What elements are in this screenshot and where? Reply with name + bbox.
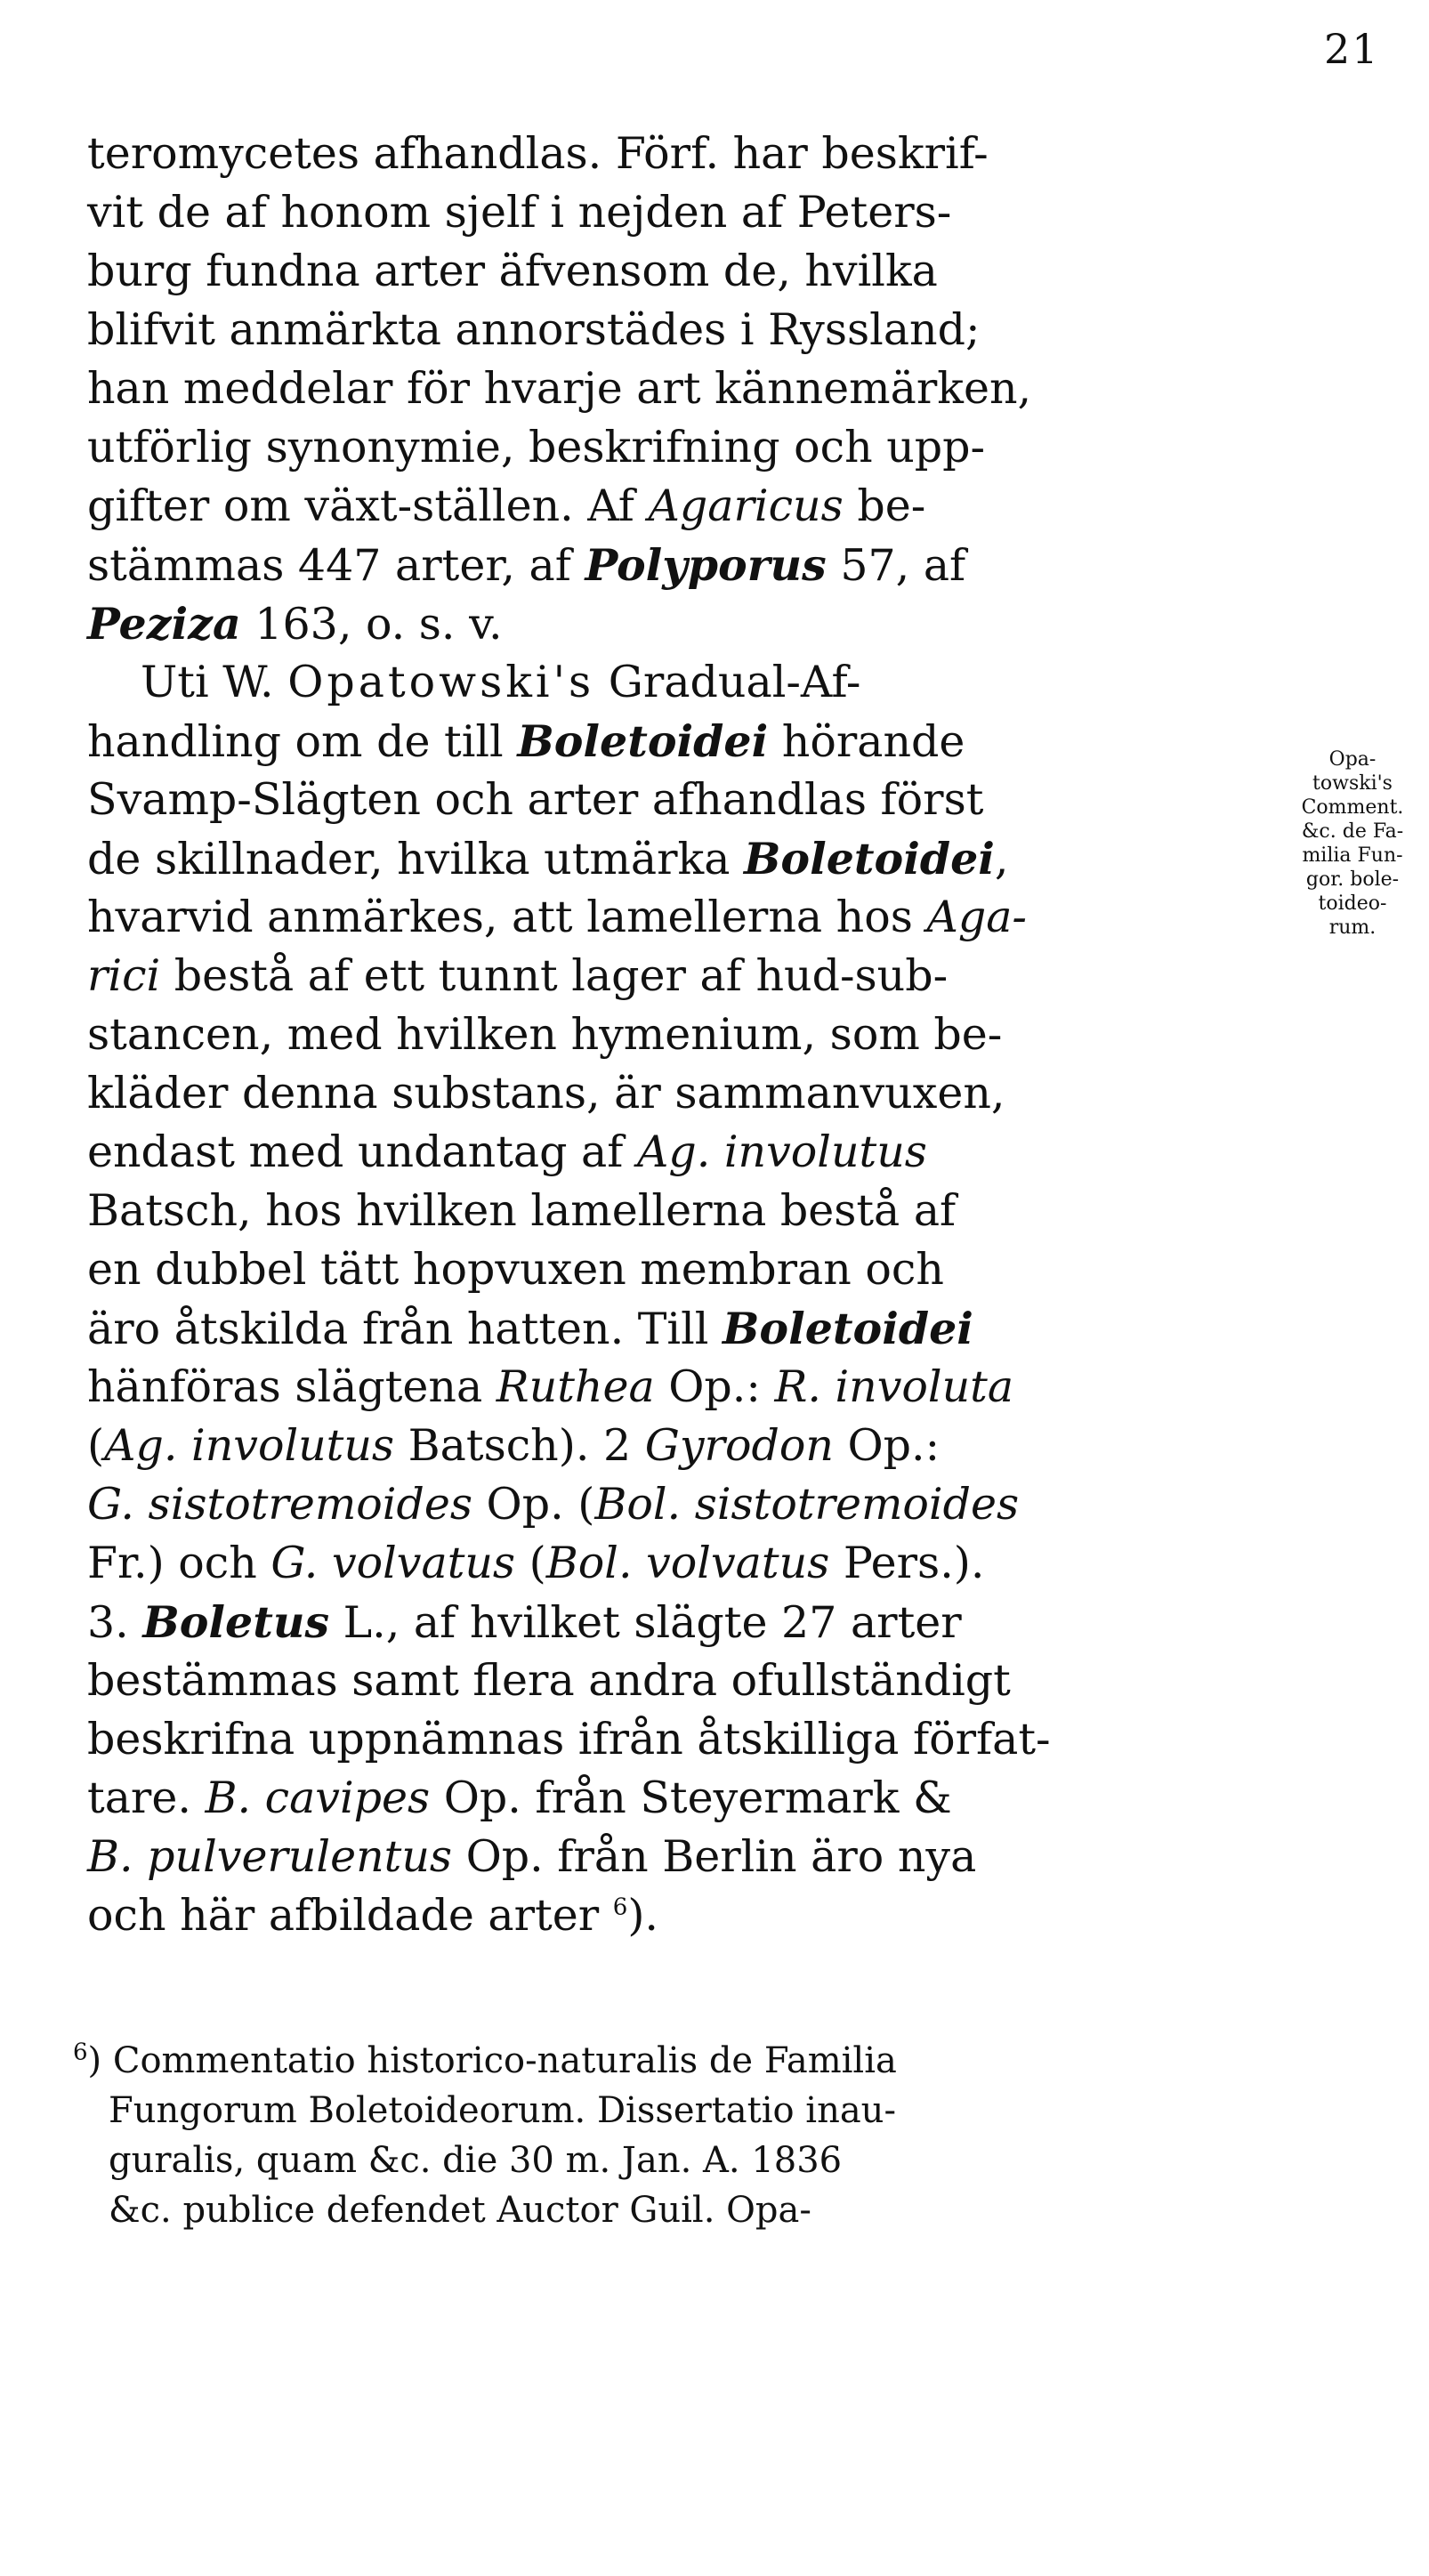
text-span: Op.: bbox=[654, 1361, 775, 1412]
text-span: en dubbel tätt hopvuxen membran och bbox=[87, 1244, 944, 1295]
text-span: Uti W. bbox=[141, 657, 288, 707]
text-span: Op. ( bbox=[472, 1479, 595, 1530]
text-span: Polyporus bbox=[585, 539, 827, 591]
text-line bbox=[87, 947, 1173, 1005]
text-span: &c. publice defendet Auctor Guil. Opa- bbox=[109, 2190, 811, 2231]
text-span: guralis, quam &c. die 30 m. Jan. A. 1836 bbox=[109, 2140, 843, 2181]
text-line bbox=[87, 242, 1173, 301]
text-span: rici bbox=[87, 950, 161, 1001]
text-span: Boletus bbox=[142, 1596, 330, 1648]
text-span: Bol. sistotremoides bbox=[594, 1479, 1020, 1530]
text-span: Peziza bbox=[87, 598, 241, 650]
text-span: vit de af honom sjelf i nejden af Peters- bbox=[87, 187, 952, 238]
text-span: ) Commentatio historico-naturalis de Familia bbox=[87, 2040, 897, 2081]
text-span: R. involuta bbox=[774, 1361, 1014, 1412]
margin-note bbox=[1286, 747, 1419, 940]
footnote bbox=[73, 2036, 1319, 2235]
text-span: Batsch, hos hvilken lamellerna bestå af bbox=[87, 1185, 957, 1236]
text-span: ( bbox=[87, 1420, 105, 1471]
text-line bbox=[87, 1534, 1173, 1593]
text-line bbox=[87, 1475, 1173, 1534]
margin-note-line: milia Fun- bbox=[1302, 844, 1403, 867]
text-line bbox=[87, 1123, 1173, 1182]
text-line bbox=[87, 1593, 1173, 1651]
text-span: gifter om växt-ställen. Af bbox=[87, 480, 649, 531]
text-line bbox=[87, 1769, 1173, 1828]
margin-note-line: rum. bbox=[1328, 917, 1377, 939]
text-span: teromycetes afhandlas. Förf. har beskrif- bbox=[87, 128, 989, 179]
text-span: Gradual-Af- bbox=[594, 657, 861, 707]
text-span: Svamp-Slägten och arter afhandlas först bbox=[87, 774, 984, 825]
text-span: Op.: bbox=[833, 1420, 941, 1471]
text-span: G. sistotremoides bbox=[87, 1479, 472, 1530]
text-span: ). bbox=[627, 1890, 659, 1941]
margin-note-line: gor. bole- bbox=[1305, 868, 1400, 891]
text-span: Ruthea bbox=[496, 1361, 655, 1412]
text-span: de skillnader, hvilka utmärka bbox=[87, 834, 745, 884]
footnote-line bbox=[73, 2036, 1319, 2086]
text-span: Ag. involutus bbox=[636, 1126, 927, 1177]
text-span: Op. från Steyermark & bbox=[430, 1773, 952, 1823]
text-line bbox=[87, 1651, 1173, 1710]
text-line bbox=[87, 536, 1173, 594]
text-line bbox=[87, 477, 1173, 536]
text-span: B. cavipes bbox=[205, 1773, 431, 1823]
text-line bbox=[87, 125, 1173, 183]
text-span: 3. bbox=[87, 1597, 143, 1648]
text-span: L., af hvilket slägte 27 arter bbox=[329, 1597, 962, 1648]
margin-note-line: towski's bbox=[1312, 772, 1393, 795]
text-span: bestämmas samt flera andra ofullständigt bbox=[87, 1655, 1011, 1706]
text-span: handling om de till bbox=[87, 716, 518, 767]
text-span: Bol. volvatus bbox=[545, 1538, 830, 1588]
text-span: G. volvatus bbox=[270, 1538, 516, 1588]
text-span: Boletoidei bbox=[744, 833, 995, 884]
text-span: stancen, med hvilken hymenium, som be- bbox=[87, 1009, 1003, 1060]
text-line bbox=[87, 359, 1173, 418]
text-line bbox=[87, 1886, 1173, 1945]
text-span: hänföras slägtena bbox=[87, 1361, 497, 1412]
text-span: 57, af bbox=[826, 540, 966, 591]
text-span: Boletoidei bbox=[517, 715, 769, 767]
text-line bbox=[87, 1299, 1173, 1358]
text-span: be- bbox=[843, 480, 926, 531]
margin-note-line: Comment. bbox=[1301, 796, 1404, 819]
text-line bbox=[87, 771, 1173, 829]
text-span: Fr.) och bbox=[87, 1538, 271, 1588]
footnote-line bbox=[73, 2185, 1319, 2235]
text-line bbox=[87, 1358, 1173, 1417]
text-span: 163, o. s. v. bbox=[240, 599, 503, 650]
page-number: 21 bbox=[1324, 25, 1380, 73]
text-span: Ag. involutus bbox=[104, 1420, 395, 1471]
margin-note-line: Opa- bbox=[1328, 748, 1377, 771]
text-span: burg fundna arter äfvensom de, hvilka bbox=[87, 246, 938, 296]
text-span: hörande bbox=[768, 716, 965, 767]
text-line bbox=[87, 594, 1173, 653]
text-span: Agaricus bbox=[648, 480, 844, 531]
text-span: utförlig synonymie, beskrifning och upp- bbox=[87, 422, 986, 472]
text-line bbox=[87, 183, 1173, 242]
text-span: Aga- bbox=[926, 892, 1027, 942]
text-line bbox=[87, 1710, 1173, 1769]
text-line bbox=[87, 1182, 1173, 1240]
text-line bbox=[87, 653, 1173, 712]
text-span: , bbox=[994, 834, 1009, 884]
footnote-line bbox=[73, 2136, 1319, 2185]
text-span: blifvit anmärkta annorstädes i Ryssland; bbox=[87, 304, 981, 355]
text-span: bestå af ett tunnt lager af hud-sub- bbox=[160, 950, 949, 1001]
text-line bbox=[87, 888, 1173, 947]
text-span: äro åtskilda från hatten. Till bbox=[87, 1304, 723, 1354]
text-line bbox=[87, 1005, 1173, 1064]
text-line bbox=[87, 712, 1173, 771]
footnote-ref: 6 bbox=[612, 1894, 628, 1921]
text-span: ( bbox=[515, 1538, 546, 1588]
text-span: Op. från Berlin äro nya bbox=[452, 1831, 977, 1882]
text-line bbox=[87, 301, 1173, 359]
footnote-line bbox=[73, 2086, 1319, 2136]
text-span: och här afbildade arter bbox=[87, 1890, 613, 1941]
text-line bbox=[87, 829, 1173, 888]
text-span: Batsch). 2 bbox=[394, 1420, 645, 1471]
text-line bbox=[87, 1828, 1173, 1886]
text-span: han meddelar för hvarje art kännemärken, bbox=[87, 363, 1032, 414]
text-line bbox=[87, 418, 1173, 477]
text-span: stämmas 447 arter, af bbox=[87, 540, 585, 591]
margin-note-line: toideo- bbox=[1318, 892, 1387, 915]
text-line bbox=[87, 1417, 1173, 1475]
text-span: endast med undantag af bbox=[87, 1126, 637, 1177]
text-span: tare. bbox=[87, 1773, 206, 1823]
text-line bbox=[87, 1240, 1173, 1299]
text-span: Pers.). bbox=[829, 1538, 985, 1588]
text-span: kläder denna substans, är sammanvuxen, bbox=[87, 1068, 1005, 1118]
text-span: Boletoidei bbox=[723, 1303, 973, 1354]
footnote-ref: 6 bbox=[73, 2039, 88, 2066]
body-text bbox=[87, 125, 1173, 1945]
text-span: Gyrodon bbox=[644, 1420, 834, 1471]
text-span: beskrifna uppnämnas ifrån åtskilliga förfat- bbox=[87, 1714, 1051, 1764]
text-span: B. pulverulentus bbox=[87, 1831, 453, 1882]
text-span: Fungorum Boletoideorum. Dissertatio inau- bbox=[109, 2090, 896, 2131]
margin-note-line: &c. de Fa- bbox=[1301, 820, 1404, 843]
text-span: hvarvid anmärkes, att lamellerna hos bbox=[87, 892, 927, 942]
text-line bbox=[87, 1064, 1173, 1123]
text-span: Opatowski's bbox=[287, 657, 595, 707]
